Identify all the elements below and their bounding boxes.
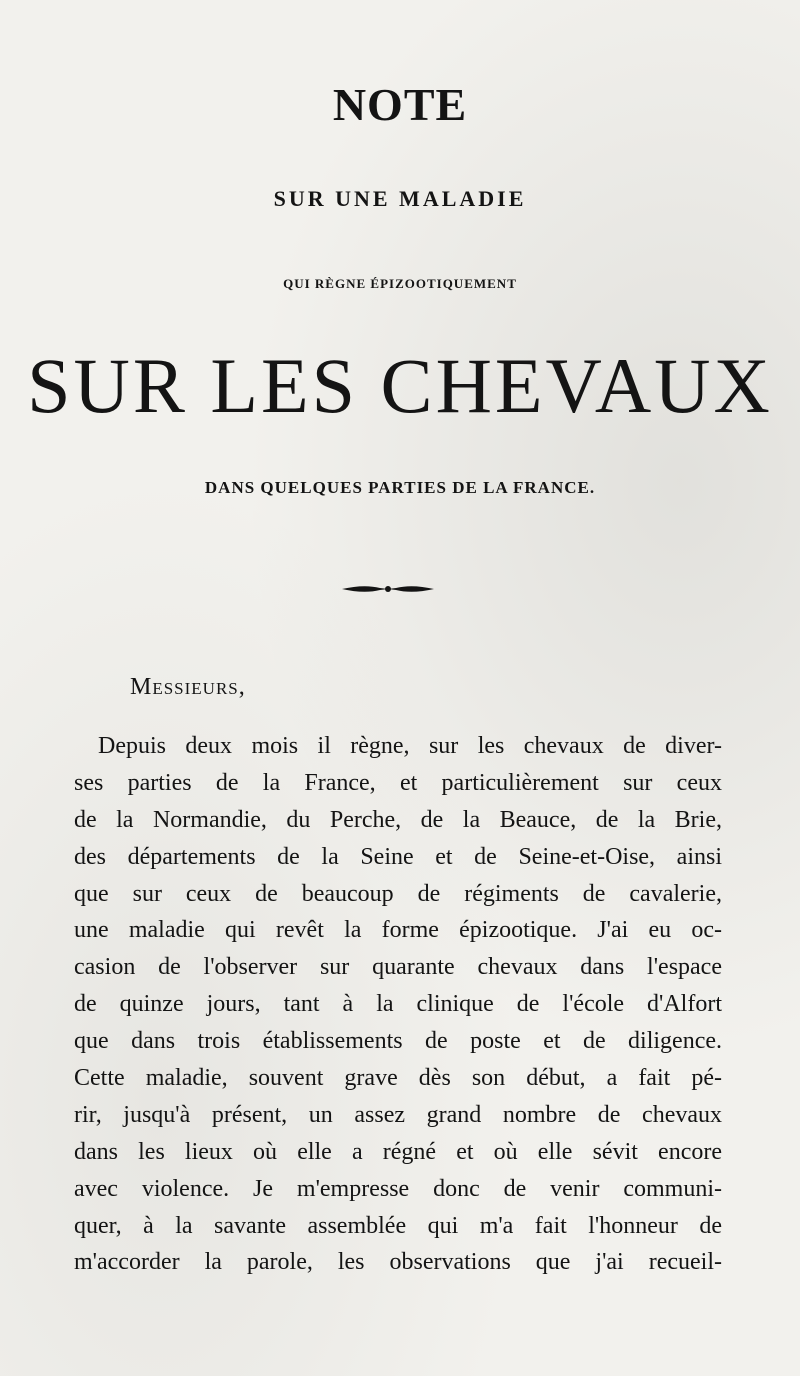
text-line: que sur ceux de beaucoup de régiments de cavalerie, (74, 880, 722, 907)
text-line: m'accorder la parole, les observations que j'ai recueil- (74, 1249, 722, 1276)
title-sur-une-maladie: SUR UNE MALADIE (273, 186, 527, 211)
subtitle-dans-quelques-parties: DANS QUELQUES PARTIES DE LA FRANCE. (204, 478, 596, 497)
salutation: Messieurs, (130, 674, 246, 700)
ornament-divider-icon (340, 578, 436, 600)
text-line: de quinze jours, tant à la clinique de l'école d'Alfort (74, 991, 722, 1018)
text-line: que dans trois établissements de poste et de diligence. (74, 1028, 722, 1055)
title-note: NOTE (332, 79, 468, 130)
subtitle-qui-regne: QUI RÈGNE ÉPIZOOTIQUEMENT (283, 276, 517, 291)
text-line: rir, jusqu'à présent, un assez grand nombre de chevaux (74, 1101, 722, 1128)
text-line: Cette maladie, souvent grave dès son début, a fait pé- (74, 1065, 722, 1092)
text-line: des départements de la Seine et de Seine-et-Oise, ainsi (74, 843, 722, 870)
text-line: une maladie qui revêt la forme épizootique. J'ai eu oc- (74, 917, 722, 944)
text-line: dans les lieux où elle a régné et où elle sévit encore (74, 1138, 722, 1165)
text-line: de la Normandie, du Perche, de la Beauce, de la Brie, (74, 806, 722, 833)
text-line: ses parties de la France, et particulièrement sur ceux (74, 769, 722, 796)
text-line: casion de l'observer sur quarante chevaux dans l'espace (74, 954, 722, 981)
title-sur-les-chevaux: SUR LES CHEVAUX (27, 342, 773, 429)
text-line: Depuis deux mois il règne, sur les chevaux de diver- (98, 733, 722, 759)
text-line: avec violence. Je m'empresse donc de venir communi- (74, 1175, 722, 1202)
body-paragraph (74, 728, 722, 1281)
text-line: quer, à la savante assemblée qui m'a fait l'honneur de (74, 1212, 722, 1239)
